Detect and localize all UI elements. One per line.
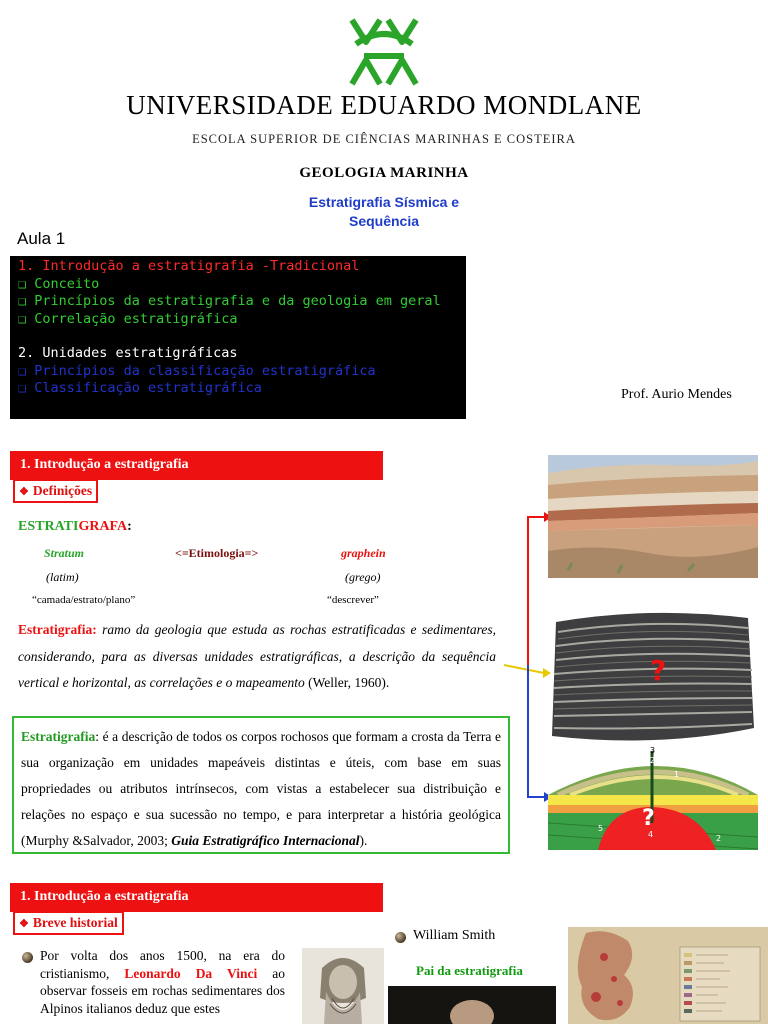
leonardo-portrait bbox=[302, 948, 384, 1024]
subject-line-2: Sequência bbox=[348, 213, 420, 229]
outline-item: ❑ Classificação estratigráfica bbox=[18, 380, 262, 396]
university-logo-icon bbox=[342, 12, 426, 92]
question-mark-icon: ? bbox=[642, 806, 655, 831]
father-of-stratigraphy-label: Pai da estratigrafia bbox=[416, 963, 523, 978]
tag-label: Definições bbox=[32, 483, 93, 498]
william-smith-portrait bbox=[388, 986, 556, 1024]
etymology-label: <=Etimologia=> bbox=[175, 546, 259, 560]
round-bullet-icon bbox=[22, 952, 33, 963]
section-header: 1. Introdução a estratigrafia bbox=[10, 451, 383, 480]
history-text: ao observar fosseis em rochas sedimentares dos Alpinos italianos deduz que estes bbox=[40, 965, 286, 1016]
layer-label: 5 bbox=[598, 824, 604, 833]
subject-title bbox=[284, 193, 484, 231]
stratified-cliff-photo bbox=[548, 455, 758, 578]
definition-text: ramo da geologia que estuda as rochas estratificadas e sedimentares, considerando, para as diversas unidades estratigráficas, a descrição da sequência vertical e horizontal, as correlações e o mapeamento bbox=[18, 622, 496, 690]
school-name: ESCOLA SUPERIOR DE CIÊNCIAS MARINHAS E COSTEIRA bbox=[192, 132, 576, 146]
history-tag bbox=[13, 911, 124, 935]
layer-label: 1 bbox=[674, 770, 680, 779]
definition-colon: : bbox=[92, 622, 97, 637]
outline-item: ❑ Conceito bbox=[18, 275, 100, 292]
definition-keyword: Estratigrafia bbox=[21, 729, 96, 744]
definition-text: : é a descrição de todos os corpos rochosos que formam a crosta da Terra e sua organização em unidades mapeáveis distintas e úteis, com base em suas propriedades ou atributos intrínsecos, com vistas a estabelecer sua distribuição e relações no espaço e sua sucessão no tempo, e para interpretar a história geológica (Murphy &Salvador, 2003; bbox=[21, 729, 501, 848]
stratum-word: Stratum bbox=[44, 546, 85, 560]
round-bullet-icon bbox=[395, 932, 406, 943]
layer-label: 2 bbox=[716, 834, 722, 843]
geologic-cross-section-diagram bbox=[548, 745, 768, 850]
layered-rock-sample-photo bbox=[548, 608, 758, 748]
outline-item: 1. Introdução a estratigrafia -Tradicional bbox=[18, 258, 360, 274]
camada-meaning: “camada/estrato/plano” bbox=[32, 594, 136, 606]
guide-title: Guia Estratigráfico Internacional bbox=[171, 833, 360, 848]
layer-label: 4 bbox=[648, 830, 654, 839]
subject-line-1: Estratigrafia Sísmica e bbox=[308, 194, 460, 210]
history-paragraph bbox=[40, 947, 285, 1017]
question-mark-icon: ? bbox=[650, 654, 667, 687]
definitions-tag bbox=[13, 479, 98, 503]
outline-item: ❑ Correlação estratigráfica bbox=[18, 310, 238, 327]
geological-map-image bbox=[568, 927, 768, 1024]
etymology-word bbox=[18, 519, 132, 535]
layer-label: 3 bbox=[650, 746, 656, 755]
outline-item: ❑ Princípios da classificação estratigráfica bbox=[18, 362, 376, 379]
professor-name: Prof. Aurio Mendes bbox=[621, 387, 732, 402]
definition-weller bbox=[18, 617, 496, 697]
course-title: GEOLOGIA MARINHA bbox=[299, 165, 469, 181]
descrever-meaning: “descrever” bbox=[327, 594, 379, 606]
lesson-title: Aula 1 bbox=[17, 229, 66, 248]
tag-label: Breve historial bbox=[32, 915, 118, 930]
word-colon: : bbox=[127, 519, 132, 534]
outline-item: 2. Unidades estratigráficas bbox=[18, 345, 238, 361]
section-header: 1. Introdução a estratigrafia bbox=[10, 883, 383, 912]
diamond-bullet-icon: ❖ bbox=[19, 918, 29, 930]
definition-murphy-box bbox=[12, 716, 510, 854]
definition-keyword: Estratigrafia bbox=[18, 622, 93, 637]
history-text: Por volta dos anos 1500, na era do cristianismo, bbox=[40, 948, 285, 981]
word-green: ESTRATI bbox=[18, 519, 79, 534]
william-smith-label: William Smith bbox=[413, 928, 496, 943]
lesson-outline bbox=[10, 256, 466, 419]
diamond-bullet-icon: ❖ bbox=[19, 486, 29, 498]
outline-item: ❑ Princípios da estratigrafia e da geologia em geral bbox=[18, 293, 441, 309]
latin-label: (latim) bbox=[46, 570, 79, 584]
graphein-word: graphein bbox=[341, 546, 386, 560]
definition-end: ). bbox=[359, 833, 368, 848]
word-red: GRAFA bbox=[78, 519, 128, 534]
layer-label: 2 bbox=[650, 756, 656, 765]
definition-reference: (Weller, 1960). bbox=[304, 675, 390, 690]
greek-label: (grego) bbox=[345, 570, 381, 584]
university-name: UNIVERSIDADE EDUARDO MONDLANE bbox=[126, 90, 642, 120]
leonardo-name: Leonardo Da Vinci bbox=[124, 965, 258, 981]
